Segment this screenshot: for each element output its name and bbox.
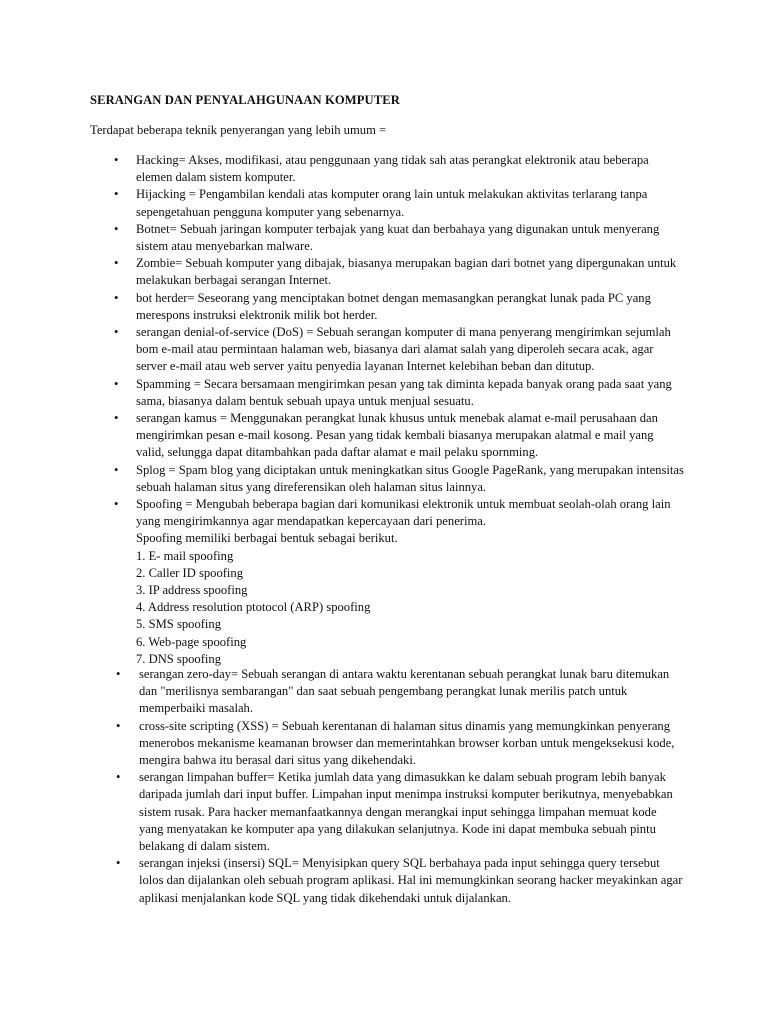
list-item xyxy=(0,324,768,376)
spoofing-type-item: 3. IP address spoofing xyxy=(136,583,248,598)
list-item xyxy=(0,290,768,324)
list-item-text: serangan injeksi (insersi) SQL= Menyisipkan query SQL berbahaya pada input sehingga query tersebut lolos dan dijalankan oleh sebuah program aplikasi. Hal ini memungkinkan seorang hacker meyakinkan agar aplikasi menjalankan kode SQL yang tidak dikehendaki untuk dijalankan. xyxy=(139,856,683,905)
bullet-icon: • xyxy=(116,856,121,871)
document-intro: Terdapat beberapa teknik penyerangan yang lebih umum = xyxy=(90,123,387,137)
spoofing-types-block xyxy=(0,530,768,668)
list-item-text: serangan zero-day= Sebuah serangan di antara waktu kerentanan sebuah perangkat lunak baru ditemukan dan "merilisnya sembarangan" dan saat sebuah pengembang perangkat lunak merilis patch untuk memperbaiki masalah. xyxy=(139,667,670,716)
attack-list xyxy=(0,152,768,668)
list-item-text: Spoofing = Mengubah beberapa bagian dari komunikasi elektronik untuk membuat seolah-olah orang lain yang mengirimkannya agar mendapatkan kepercayaan dari penerima. xyxy=(136,497,671,529)
list-item-text: Zombie= Sebuah komputer yang dibajak, biasanya merupakan bagian dari botnet yang dipergunakan untuk melakukan berbagai serangan Internet. xyxy=(136,256,677,288)
list-item-text: Splog = Spam blog yang diciptakan untuk meningkatkan situs Google PageRank, yang merupakan intensitas sebuah halaman situs yang direferensikan oleh halaman situs lainnya. xyxy=(136,462,684,494)
list-item-text: Hijacking = Pengambilan kendali atas komputer orang lain untuk melakukan aktivitas terlarang tanpa sepengetahuan pengguna komputer yang sebenarnya. xyxy=(136,187,648,219)
list-item-text: serangan kamus = Menggunakan perangkat lunak khusus untuk menebak alamat e-mail perusahaan dan mengirimkan pesan e-mail kosong. Pesan yang tidak kembali biasanya merupakan alatmal e mail yang valid, selungga dapat ditambahkan pada daftar alamat e mail pelaku spornming. xyxy=(136,411,658,460)
list-item-text: Spamming = Secara bersamaan mengirimkan pesan yang tak diminta kepada banyak orang pada saat yang sama, biasanya dalam bentuk sebuah upaya untuk menjual sesuatu. xyxy=(136,376,672,408)
bullet-icon: • xyxy=(114,256,119,271)
list-item-text: cross-site scripting (XSS) = Sebuah kerentanan di halaman situs dinamis yang memungkinkan penyerang menerobos mekanisme keamanan browser dan memerintahkan browser korban untuk mengeksekusi kode, mengira bahwa itu berasal dari situs yang dikehendaki. xyxy=(139,718,675,768)
bullet-icon: • xyxy=(114,411,119,426)
list-item xyxy=(0,496,768,530)
bullet-icon: • xyxy=(116,667,121,681)
list-item-text: serangan denial-of-service (DoS) = Sebuah serangan komputer di mana penyerang mengirimkan sejumlah bom e-mail atau permintaan halaman web, biasanya dari alamat salah yang diperoleh secara acak, agar server e-mail atau web server yaitu penyedia layanan Internet kelebihan beban dan ditutup. xyxy=(136,325,671,374)
list-item xyxy=(0,255,768,289)
list-item xyxy=(0,152,768,186)
bullet-icon: • xyxy=(114,462,119,477)
bullet-icon: • xyxy=(114,290,119,305)
list-item xyxy=(0,186,768,220)
spoofing-types xyxy=(136,530,768,668)
list-item xyxy=(0,769,768,855)
bullet-icon: • xyxy=(114,497,119,512)
list-item-text: Hacking= Akses, modifikasi, atau penggunaan yang tidak sah atas perangkat elektronik atau beberapa elemen dalam sistem komputer. xyxy=(136,153,649,185)
list-item xyxy=(0,221,768,255)
list-item xyxy=(0,855,768,907)
list-item xyxy=(0,666,768,718)
bullet-icon: • xyxy=(114,153,119,167)
list-item-text: Botnet= Sebuah jaringan komputer terbajak yang kuat dan berbahaya yang digunakan untuk menyerang sistem atau menyebarkan malware. xyxy=(136,221,660,254)
list-item-text: bot herder= Seseorang yang menciptakan botnet dengan memasangkan perangkat lunak pada PC yang merespons instruksi elektronik milik bot herder. xyxy=(136,290,651,322)
attack-list-continued xyxy=(0,666,768,907)
spoofing-intro: Spoofing memiliki berbagai bentuk sebagai berikut. xyxy=(136,531,398,546)
list-item xyxy=(0,718,768,770)
spoofing-type-item: 2. Caller ID spoofing xyxy=(136,565,244,580)
list-item xyxy=(0,410,768,462)
spoofing-type-item: 1. E- mail spoofing xyxy=(136,548,234,563)
list-item xyxy=(0,376,768,410)
spoofing-type-item: 4. Address resolution ptotocol (ARP) spoofing xyxy=(136,600,371,615)
bullet-icon: • xyxy=(116,718,121,733)
bullet-icon: • xyxy=(114,187,119,202)
bullet-icon: • xyxy=(116,770,121,785)
bullet-icon: • xyxy=(114,221,119,236)
spoofing-type-item: 7. DNS spoofing xyxy=(136,651,222,666)
bullet-icon: • xyxy=(114,325,119,340)
document-title: SERANGAN DAN PENYALAHGUNAAN KOMPUTER xyxy=(90,93,400,107)
spoofing-type-item: 6. Web-page spoofing xyxy=(136,634,247,649)
spoofing-type-item: 5. SMS spoofing xyxy=(136,617,222,632)
list-item xyxy=(0,462,768,496)
list-item-text: serangan limpahan buffer= Ketika jumlah data yang dimasukkan ke dalam sebuah program lebih banyak daripada jumlah dari input buffer. Limpahan input menimpa instruksi komputer berikutnya, menyebabkan sistem rusak. Para hacker memanfaatkannya dengan merangkai input sehingga limpahan memuat kode yang menyatakan ke komputer apa yang dilakukan selanjutnya. Kode ini dapat membuka sebuah pintu belakang di dalam sistem. xyxy=(139,770,673,854)
bullet-icon: • xyxy=(114,376,119,391)
